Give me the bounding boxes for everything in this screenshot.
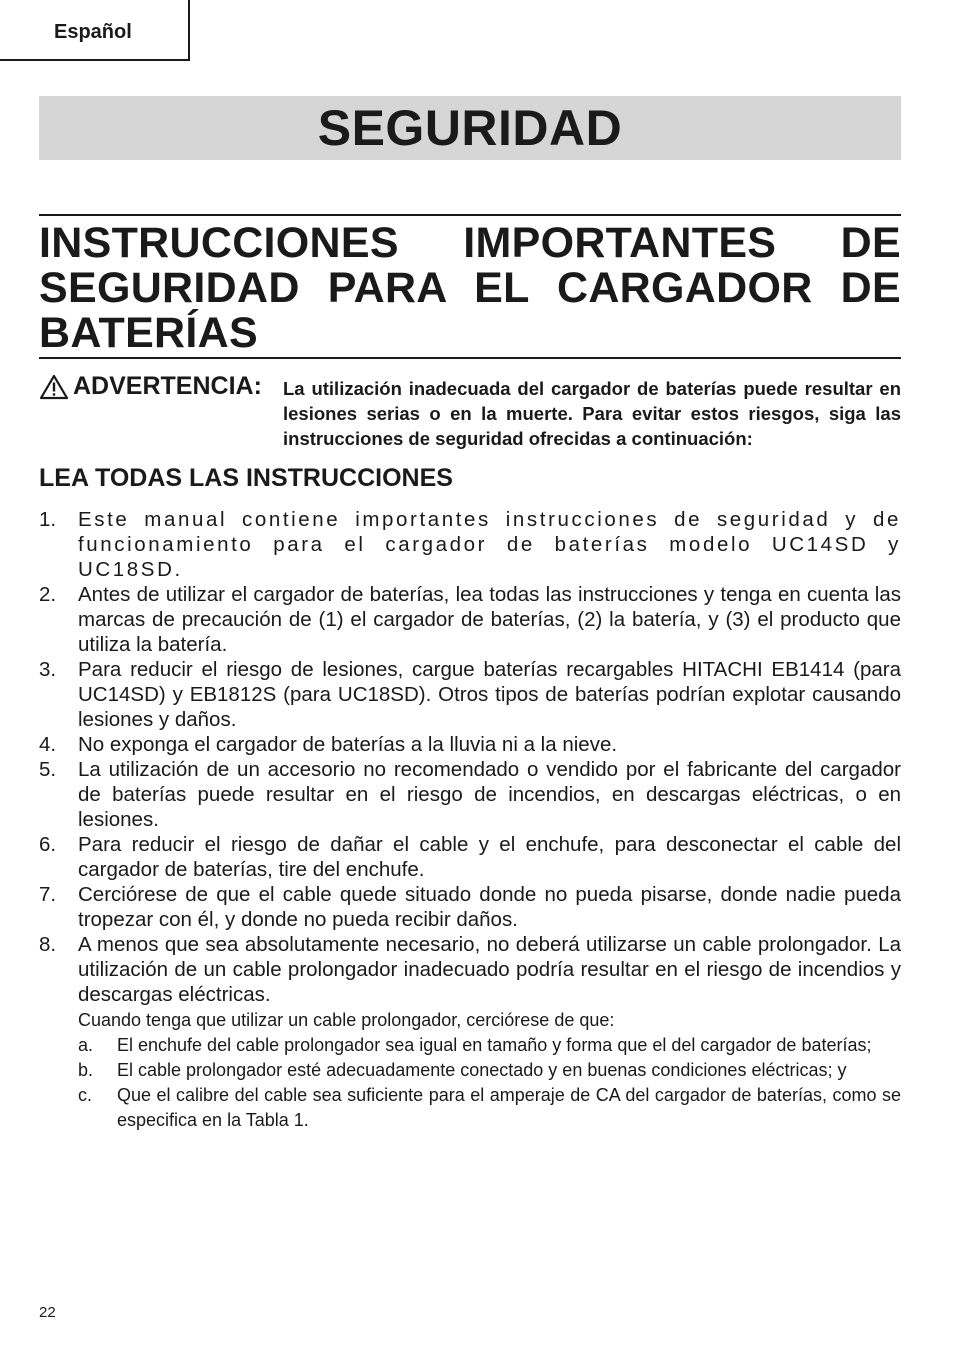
sub-item-letter: c. <box>78 1085 93 1105</box>
item-number: 6. <box>39 833 57 856</box>
sub-item-text: El cable prolongador esté adecuadamente conectado y en buenas condiciones eléctricas; y <box>117 1060 847 1080</box>
sub-item-text: Que el calibre del cable sea suficiente para el amperaje de CA del cargador de baterías, como se especifica en la Tabla 1. <box>117 1085 901 1130</box>
item-number: 4. <box>39 733 57 756</box>
item-text: Para reducir el riesgo de dañar el cable y el enchufe, para desconectar el cable del cargador de baterías, tire del enchufe. <box>78 833 901 881</box>
item-text: No exponga el cargador de baterías a la lluvia ni a la nieve. <box>78 733 618 756</box>
bottom-rule <box>39 357 901 359</box>
list-item <box>39 507 901 582</box>
sub-item-letter: a. <box>78 1035 94 1055</box>
item-text: Cerciórese de que el cable quede situado donde no pueda pisarse, donde nadie pueda tropezar con él, y donde no pueda recibir daños. <box>78 883 901 931</box>
item-number: 3. <box>39 658 57 681</box>
language-tab <box>0 0 190 61</box>
list-item <box>39 582 901 657</box>
item-number: 2. <box>39 583 57 606</box>
warning-text: La utilización inadecuada del cargador de baterías puede resultar en lesiones serias o en la muerte. Para evitar estos riesgos, siga las instrucciones de seguridad ofrecidas a continuación: <box>283 378 901 449</box>
item-text: Este manual contiene importantes instrucciones de seguridad y de funcionamiento para el cargador de baterías modelo UC14SD y UC18SD. <box>78 508 901 581</box>
item-number: 5. <box>39 758 57 781</box>
item-text: Para reducir el riesgo de lesiones, cargue baterías recargables HITACHI EB1414 (para UC14SD) y EB1812S (para UC18SD). Otros tipos de baterías podrían explotar causando lesiones y daños. <box>78 658 901 731</box>
item-text: La utilización de un accesorio no recomendado o vendido por el fabricante del cargador de baterías puede resultar en el riesgo de incendios, en descargas eléctricas, o en lesiones. <box>78 758 901 831</box>
sub-intro: Cuando tenga que utilizar un cable prolongador, cerciórese de que: <box>78 1010 615 1030</box>
sub-item <box>39 1083 901 1133</box>
sub-item-letter: b. <box>78 1060 94 1080</box>
sub-item <box>39 1058 901 1083</box>
instructions-list <box>39 507 901 1133</box>
list-item <box>39 732 901 757</box>
item-text: Antes de utilizar el cargador de baterías, lea todas las instrucciones y tenga en cuenta las marcas de precaución de (1) el cargador de baterías, (2) la batería, y (3) el producto que utiliza la batería. <box>78 583 901 656</box>
sub-item-text: El enchufe del cable prolongador sea igual en tamaño y forma que el del cargador de baterías; <box>117 1035 872 1055</box>
item-number: 8. <box>39 933 57 956</box>
language-label: Español <box>54 21 132 43</box>
warning-label-group <box>39 372 262 401</box>
page-number: 22 <box>39 1304 56 1321</box>
item-text: A menos que sea absolutamente necesario, no deberá utilizarse un cable prolongador. La utilización de un cable prolongador inadecuado podría resultar en el riesgo de incendios y descargas eléctricas. <box>78 933 901 1006</box>
list-item <box>39 882 901 932</box>
list-item <box>39 657 901 732</box>
item-number: 1. <box>39 508 57 531</box>
list-item <box>39 757 901 832</box>
sub-item <box>39 1033 901 1058</box>
banner-title: SEGURIDAD <box>317 100 623 156</box>
section-banner <box>39 96 901 160</box>
list-item <box>39 932 901 1007</box>
list-item <box>39 832 901 882</box>
section-title: LEA TODAS LAS INSTRUCCIONES <box>39 464 453 492</box>
main-heading: INSTRUCCIONES IMPORTANTES DE SEGURIDAD PARA EL CARGADOR DE BATERÍAS <box>39 219 901 357</box>
warning-triangle-icon <box>39 374 69 400</box>
item-number: 7. <box>39 883 57 906</box>
warning-label: ADVERTENCIA: <box>73 372 262 400</box>
top-rule <box>39 214 901 216</box>
